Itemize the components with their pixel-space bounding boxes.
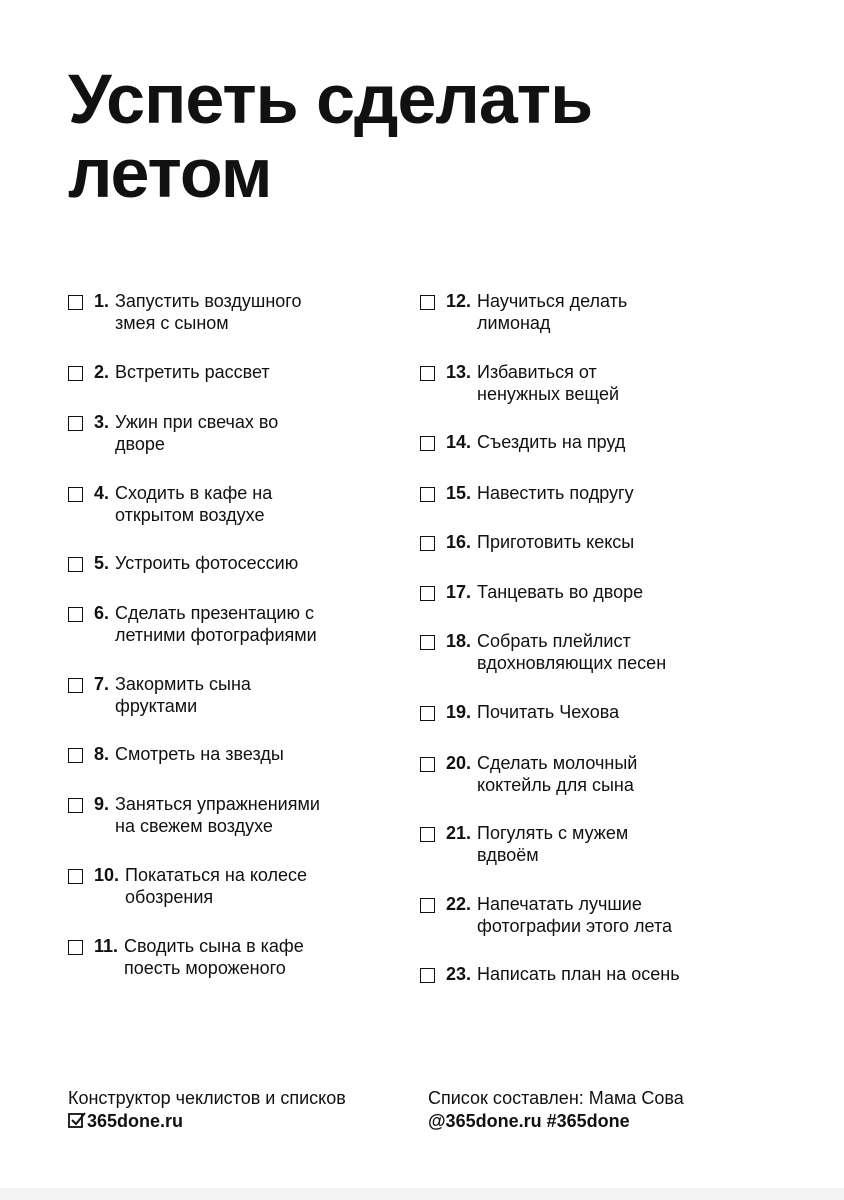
checkbox-icon[interactable] [420,436,435,451]
check-box-icon [68,1112,86,1129]
checklist-item [420,482,634,504]
checklist-item [420,630,666,674]
item-text: Сделать молочный коктейль для сына [477,753,638,795]
item-number: 3. [94,412,110,432]
footer-author: Список составлен: Мама Сова [428,1088,684,1108]
item-text: Напечатать лучшие фотографии этого лета [477,894,673,936]
item-number: 20. [446,753,472,773]
checkbox-icon[interactable] [68,487,83,502]
checkbox-icon[interactable] [68,869,83,884]
page-title: Успеть сделать летом [68,60,593,212]
checkbox-icon[interactable] [420,635,435,650]
checkbox-icon[interactable] [68,416,83,431]
item-number: 2. [94,362,110,382]
checkbox-icon[interactable] [68,557,83,572]
checkbox-icon[interactable] [68,607,83,622]
checkbox-icon[interactable] [68,295,83,310]
item-number: 10. [94,865,120,885]
item-number: 13. [446,362,472,382]
checklist-item [68,864,307,908]
item-text: Навестить подругу [477,483,634,503]
checklist-item [420,361,619,405]
checklist-item [68,602,317,646]
item-text: Закормить сына фруктами [115,674,251,716]
item-number: 11. [94,936,119,956]
item-number: 9. [94,794,110,814]
item-text: Погулять с мужем вдвоём [477,823,629,865]
item-number: 18. [446,631,472,651]
item-number: 12. [446,291,472,311]
item-number: 4. [94,483,110,503]
item-number: 7. [94,674,110,694]
checklist-item [420,581,643,603]
item-text: Съездить на пруд [477,432,626,452]
item-text: Заняться упражнениями на свежем воздухе [115,794,320,836]
checkbox-icon[interactable] [420,366,435,381]
item-number: 22. [446,894,472,914]
item-text: Сводить сына в кафе поесть мороженого [124,936,304,978]
checkbox-icon[interactable] [68,678,83,693]
checklist-item [420,893,672,937]
item-number: 16. [446,532,472,552]
checklist-item [420,963,680,985]
item-text: Приготовить кексы [477,532,635,552]
checklist-item [420,290,627,334]
item-text: Танцевать во дворе [477,582,644,602]
footer-left [68,1087,346,1133]
item-text: Почитать Чехова [477,702,620,722]
item-text: Избавиться от ненужных вещей [477,362,620,404]
checklist-item [68,411,278,455]
item-number: 17. [446,582,472,602]
item-number: 8. [94,744,110,764]
checkbox-icon[interactable] [420,487,435,502]
footer-right [428,1087,684,1133]
checklist-item [420,752,637,796]
checkbox-icon[interactable] [420,295,435,310]
checklist-item [420,431,625,453]
checkbox-icon[interactable] [420,706,435,721]
checkbox-icon[interactable] [68,798,83,813]
checklist-item [68,552,298,574]
checkbox-icon[interactable] [420,827,435,842]
item-number: 1. [94,291,110,311]
item-text: Покататься на колесе обозрения [125,865,308,907]
checkbox-icon[interactable] [420,968,435,983]
checkbox-icon[interactable] [420,898,435,913]
checkbox-icon[interactable] [420,586,435,601]
item-text: Сделать презентацию с летними фотографиями [115,603,317,645]
checklist-item [68,743,284,765]
checkbox-icon[interactable] [420,536,435,551]
item-number: 14. [446,432,472,452]
checkbox-icon[interactable] [68,366,83,381]
footer-constructor-text: Конструктор чеклистов и списков [68,1088,346,1108]
checklist-item [68,673,251,717]
item-number: 15. [446,483,472,503]
checklist-item [68,935,304,979]
item-text: Сходить в кафе на открытом воздухе [115,483,273,525]
item-number: 5. [94,553,110,573]
item-number: 19. [446,702,472,722]
page-bottom-edge [0,1188,844,1200]
item-number: 23. [446,964,472,984]
item-text: Научиться делать лимонад [477,291,628,333]
item-number: 21. [446,823,472,843]
checklist-item [420,531,634,553]
checklist-item [420,701,619,723]
footer-brand[interactable] [68,1110,346,1133]
item-text: Ужин при свечах во дворе [115,412,279,454]
checklist-item [68,793,320,837]
item-text: Встретить рассвет [115,362,270,382]
checklist-item [420,822,628,866]
footer-brand-link[interactable]: 365done.ru [87,1111,184,1131]
checkbox-icon[interactable] [420,757,435,772]
item-text: Смотреть на звезды [115,744,284,764]
checklist-item [68,482,272,526]
item-text: Написать план на осень [477,964,680,984]
checkbox-icon[interactable] [68,940,83,955]
checklist-item [68,290,301,334]
footer-tags[interactable]: @365done.ru #365done [428,1111,630,1131]
checklist-item [68,361,270,383]
item-number: 6. [94,603,110,623]
item-text: Запустить воздушного змея с сыном [115,291,302,333]
item-text: Собрать плейлист вдохновляющих песен [477,631,667,673]
item-text: Устроить фотосессию [115,553,299,573]
checkbox-icon[interactable] [68,748,83,763]
